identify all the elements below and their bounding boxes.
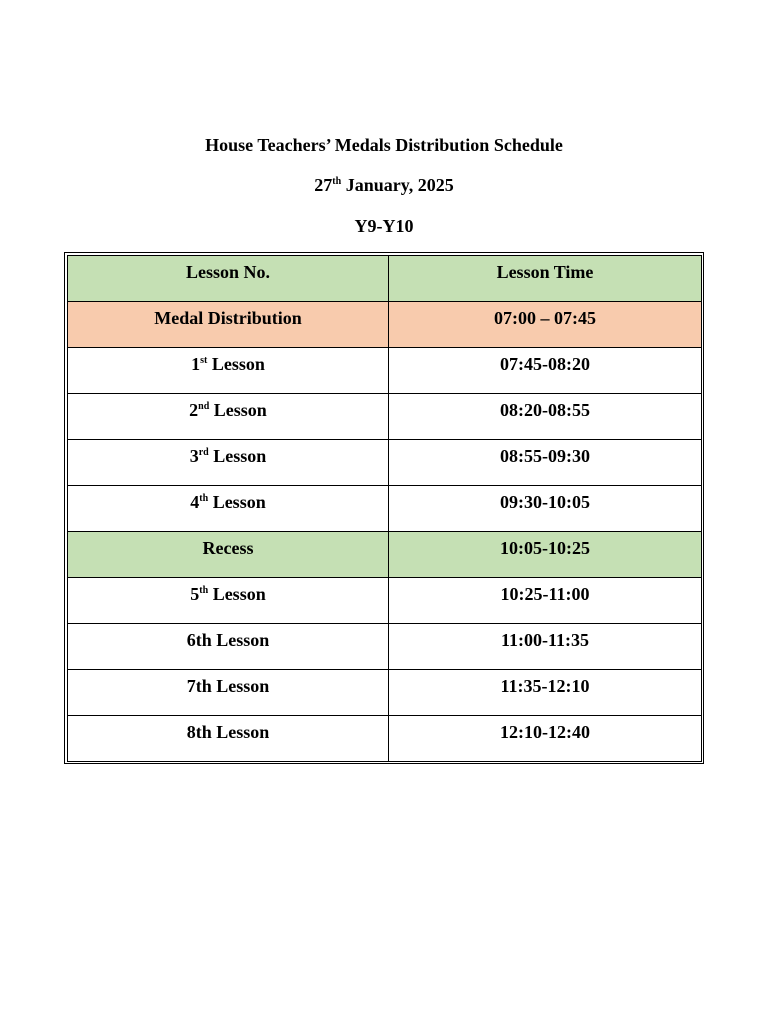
lesson-label-cell <box>68 302 389 348</box>
lesson-label-cell <box>68 624 389 670</box>
table-row <box>68 348 702 394</box>
lesson-label-cell <box>68 578 389 624</box>
class-range: Y9-Y10 <box>354 216 414 236</box>
schedule-table-body <box>68 256 702 762</box>
lesson-label-cell <box>68 716 389 762</box>
date-month-year: January, 2025 <box>341 175 454 195</box>
table-row <box>68 486 702 532</box>
document-title: House Teachers’ Medals Distribution Schedule <box>205 135 563 155</box>
lesson-label-cell <box>68 532 389 578</box>
table-row <box>68 670 702 716</box>
lesson-time-cell: 12:10-12:40 <box>389 716 702 762</box>
lesson-label: 5 <box>190 584 200 604</box>
lesson-label: 6th Lesson <box>186 630 270 650</box>
lesson-time-cell: 09:30-10:05 <box>389 486 702 532</box>
lesson-label: Medal Distribution <box>154 308 302 328</box>
lesson-ordinal-suffix: rd <box>198 447 209 458</box>
schedule-date <box>0 175 768 195</box>
lesson-time-cell: 10:25-11:00 <box>389 578 702 624</box>
lesson-label-cell <box>68 348 389 394</box>
lesson-time-cell: 07:00 – 07:45 <box>389 302 702 348</box>
lesson-ordinal-suffix: st <box>200 355 208 366</box>
lesson-label: 2 <box>189 400 199 420</box>
header-lesson-no: Lesson No. <box>68 256 389 302</box>
lesson-label: Recess <box>202 538 254 558</box>
lesson-ordinal-suffix: th <box>199 493 209 504</box>
lesson-label: 4 <box>190 492 200 512</box>
lesson-time-cell: 08:20-08:55 <box>389 394 702 440</box>
lesson-label-cell <box>68 394 389 440</box>
lesson-label-suffix: Lesson <box>209 400 267 420</box>
lesson-label-cell <box>68 440 389 486</box>
table-row <box>68 716 702 762</box>
lesson-ordinal-suffix: nd <box>198 401 210 412</box>
lesson-label-suffix: Lesson <box>208 446 267 466</box>
lesson-label-cell <box>68 670 389 716</box>
lesson-time-cell: 11:35-12:10 <box>389 670 702 716</box>
table-row <box>68 302 702 348</box>
lesson-time-cell: 11:00-11:35 <box>389 624 702 670</box>
table-row <box>68 394 702 440</box>
table-header-row <box>68 256 702 302</box>
table-row <box>68 532 702 578</box>
lesson-label: 7th Lesson <box>186 676 270 696</box>
lesson-label: 8th Lesson <box>186 722 270 742</box>
lesson-label-suffix: Lesson <box>207 354 265 374</box>
lesson-label-suffix: Lesson <box>208 492 266 512</box>
lesson-time-cell: 08:55-09:30 <box>389 440 702 486</box>
table-row <box>68 578 702 624</box>
lesson-label: 1 <box>191 354 201 374</box>
schedule-table <box>67 255 702 762</box>
table-row <box>68 440 702 486</box>
lesson-label: 3 <box>189 446 199 466</box>
lesson-ordinal-suffix: th <box>199 585 209 596</box>
lesson-time-cell: 10:05-10:25 <box>389 532 702 578</box>
lesson-time-cell: 07:45-08:20 <box>389 348 702 394</box>
date-day-suffix: th <box>332 176 342 187</box>
table-row <box>68 624 702 670</box>
lesson-label-suffix: Lesson <box>208 584 266 604</box>
schedule-table-frame <box>64 252 704 764</box>
date-day: 27 <box>314 175 333 195</box>
lesson-label-cell <box>68 486 389 532</box>
header-lesson-time: Lesson Time <box>389 256 702 302</box>
